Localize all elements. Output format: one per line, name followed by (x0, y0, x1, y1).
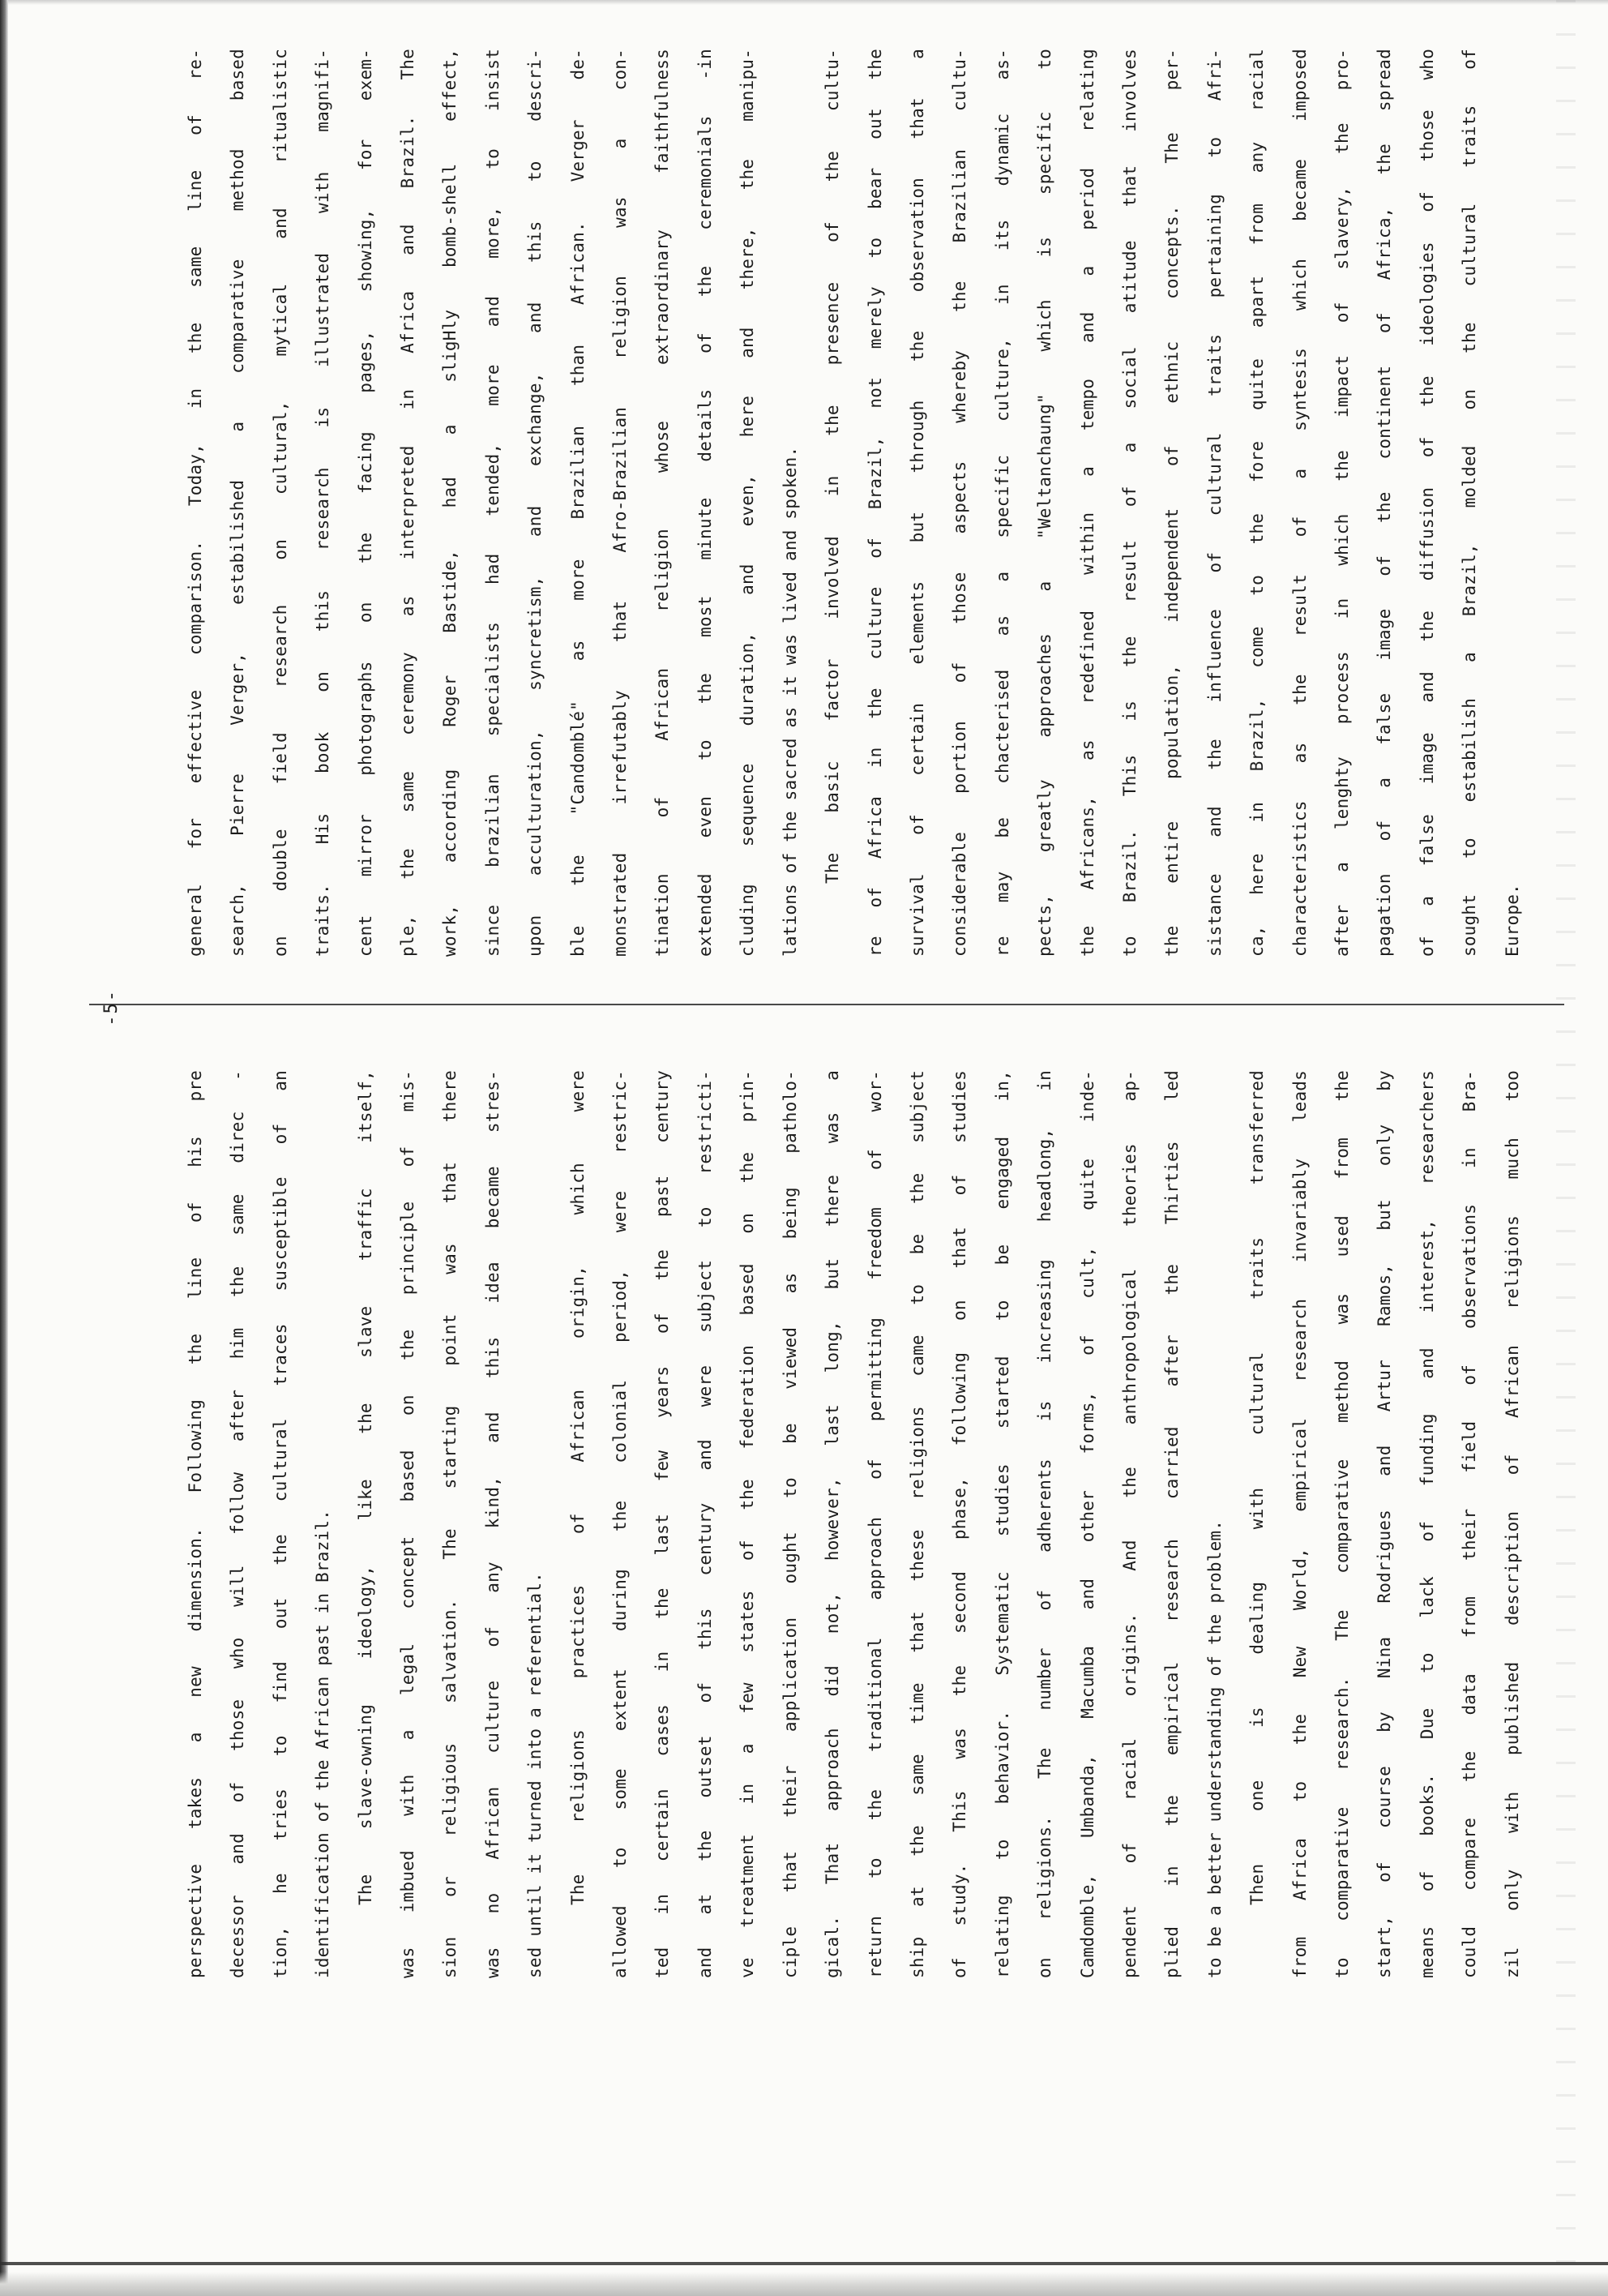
text-line: means of books. Due to lack of funding and interest, researchers (1417, 1070, 1437, 1978)
text-line: from Africa to the New World, empirical research invariably leads (1289, 1070, 1310, 1978)
text-line: was no African culture of any kind, and this idea became stres- (482, 1070, 502, 1978)
text-line: sion or religious salvation. The starting point was that there (440, 1070, 460, 1978)
text-line: The slave-owning ideology, like the slave traffic itself, (355, 1070, 375, 1905)
text-line: search, Pierre Verger, estabilished a comparative method based (228, 49, 248, 957)
scan-edge-bottom (0, 2272, 1608, 2296)
text-line: sought to estabilish a Brazil, molded on the cultural traits of (1460, 49, 1480, 957)
page-body (174, 49, 1533, 957)
text-line: zil only with published description of African religions much too (1502, 1070, 1522, 1978)
text-line: ciple that their application ought to be viewed as being patholo- (780, 1070, 800, 1978)
text-line: lations of the sacred as it was lived and spoken. (780, 446, 800, 957)
text-line: Camdomble, Umbanda, Macumba and other forms, of cult, quite inde- (1077, 1070, 1097, 1978)
text-line: gical. That approach did not, however, last long, but there was a (823, 1070, 843, 1978)
page-number: -5- (101, 989, 122, 1026)
fold-line (0, 2262, 1608, 2265)
text-line: characteristics as the result of a syntesis which became imposed (1289, 49, 1310, 957)
text-line: perspective takes a new dimension. Following the line of his pre (186, 1070, 205, 1978)
text-line: plied in the empirical research carried after the Thirties led (1162, 1070, 1182, 1978)
text-line: to be a better understanding of the problem. (1204, 1519, 1225, 1978)
text-line: since brazilian specialists had tended, more and more, to insist (482, 49, 502, 957)
text-line: return to the traditional approach of permitting freedom of wor- (865, 1070, 885, 1978)
text-line: survival of certain elements but through the observation that a (907, 49, 927, 957)
text-line: upon acculturation, syncretism, and exchange, and this to descri- (525, 49, 545, 957)
text-line: pects, greatly approaches a "Weltanchaung" which is specific to (1035, 49, 1055, 957)
text-line: Then one is dealing with cultural traits transferred (1247, 1070, 1268, 1905)
scan-edge-top (0, 0, 1608, 5)
scan-edge-left (0, 0, 8, 2296)
text-line: could compare the data from their field of observations in Bra- (1460, 1070, 1480, 1978)
text-line: considerable portion of those aspects whereby the Brazilian cultu- (950, 49, 970, 957)
text-line: Europe. (1502, 884, 1522, 957)
text-line: extended even to the most minute details of the ceremonials -in (695, 49, 715, 957)
text-line: ca, here in Brazil, come to the fore quite apart from any racial (1247, 49, 1268, 957)
text-line: work, according Roger Bastide, had a sligHly bomb-shell effect, (440, 49, 460, 957)
text-line: start, of course by Nina Rodrigues and Artur Ramos, but only by (1375, 1070, 1395, 1978)
text-line: allowed to some extent during the colonial period, were restric- (610, 1070, 631, 1978)
text-line: was imbued with a legal concept based on the principle of mis- (398, 1070, 418, 1978)
text-line: tination of African religion whose extraordinary faithfulness (652, 49, 673, 957)
text-line: identification of the African past in Brazil. (313, 1510, 333, 1978)
page-divider-rule (89, 1004, 1564, 1005)
text-line: cent mirror photographs on the facing pages, showing, for exem- (355, 49, 375, 957)
text-line: decessor and of those who will follow after him the same direc - (228, 1070, 248, 1978)
text-line: ve treatment in a few states of the federation based on the prin- (738, 1070, 758, 1978)
page-5 (101, 989, 1522, 1978)
text-line: sistance and the influence of cultural traits pertaining to Afri- (1204, 49, 1225, 957)
text-line: traits. His book on this research is illustrated with magnifi- (313, 49, 333, 957)
text-line: The religions practices of African origin, which were (567, 1070, 588, 1905)
text-line: of study. This was the second phase, following on that of studies (950, 1070, 970, 1978)
text-line: and at the outset of this century and were subject to restricti- (695, 1070, 715, 1978)
text-line: general for effective comparison. Today, in the same line of re- (186, 49, 205, 957)
text-line: on double field research on cultural, mytical and ritualistic (270, 49, 290, 957)
text-line: of a false image and the diffusion of the ideologies of those who (1417, 49, 1437, 957)
text-line: to comparative research. The comparative method was used from the (1332, 1070, 1352, 1978)
text-line: ble the "Candomblé" as more Brazilian than African. Verger de- (567, 49, 588, 957)
text-line: re may be chacterised as a specific culture, in its dynamic as- (992, 49, 1012, 957)
text-line: the Africans, as redefined within a tempo and a period relating (1077, 49, 1097, 957)
text-line: to Brazil. This is the result of a social atitude that involves (1119, 49, 1140, 957)
text-line: The basic factor involved in the presence of the cultu- (823, 49, 843, 884)
text-line: the entire population, independent of ethnic concepts. The per- (1162, 49, 1182, 957)
page-6 (174, 49, 1522, 957)
scan-specks (1556, 0, 1576, 2296)
text-line: cluding sequence duration, and even, here and there, the manipu- (738, 49, 758, 957)
text-line: on religions. The number of adherents is increasing headlong, in (1035, 1070, 1055, 1978)
text-line: ted in certain cases in the last few years of the past century (652, 1070, 673, 1978)
text-line: ship at the same time that these religions came to be the subject (907, 1070, 927, 1978)
text-line: relating to behavior. Systematic studies started to be engaged in, (992, 1070, 1012, 1978)
text-line: after a lenghty process in which the impact of slavery, the pro- (1332, 49, 1352, 957)
text-line: ple, the same ceremony as interpreted in Africa and Brazil. The (398, 49, 418, 957)
text-line: monstrated irrefutably that Afro-Brazilian religion was a con- (610, 49, 631, 957)
text-line: sed until it turned into a referential. (525, 1572, 545, 1978)
text-line: tion, he tries to find out the cultural traces susceptible of an (270, 1070, 290, 1978)
text-line: re of Africa in the culture of Brazil, not merely to bear out the (865, 49, 885, 957)
text-line: pagation of a false image of the continent of Africa, the spread (1375, 49, 1395, 957)
text-line: pendent of racial origins. And the anthropological theories ap- (1119, 1070, 1140, 1978)
page-body (174, 1070, 1533, 1978)
